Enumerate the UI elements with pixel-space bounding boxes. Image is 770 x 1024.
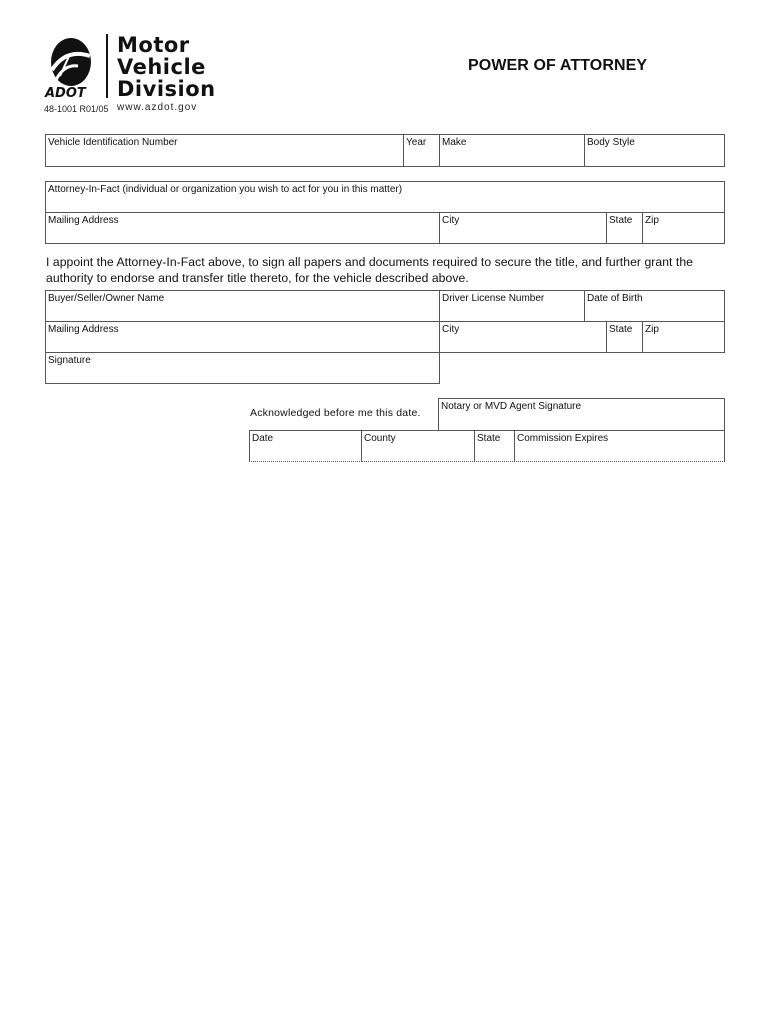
date-of-birth-field[interactable] xyxy=(584,290,725,322)
owner-name-label: Buyer/Seller/Owner Name xyxy=(48,293,165,304)
notary-state-label: State xyxy=(477,433,501,444)
page-title: POWER OF ATTORNEY xyxy=(468,57,648,74)
notary-signature-field[interactable] xyxy=(438,398,725,431)
owner-mailing-label: Mailing Address xyxy=(48,324,119,335)
appointment-statement: I appoint the Attorney-In-Fact above, to sign all papers and documents required to secure the title, and further grant the authority to endorse and transfer title thereto, for the vehicle described above. xyxy=(46,255,694,285)
owner-name-field[interactable] xyxy=(45,290,440,322)
notary-date-field[interactable] xyxy=(249,430,362,462)
body-style-field[interactable] xyxy=(584,134,725,167)
logo-line-division: Division xyxy=(117,77,216,101)
notary-county-label: County xyxy=(364,433,396,444)
notary-county-field[interactable] xyxy=(361,430,475,462)
owner-signature-label: Signature xyxy=(48,355,91,366)
owner-state-label: State xyxy=(609,324,633,335)
attorney-name-label: Attorney-In-Fact (individual or organization you wish to act for you in this matter) xyxy=(48,184,403,195)
attorney-mailing-field[interactable] xyxy=(45,212,440,244)
make-field[interactable] xyxy=(439,134,585,167)
owner-state-field[interactable] xyxy=(606,321,643,353)
vin-field[interactable] xyxy=(45,134,404,167)
notary-signature-label: Notary or MVD Agent Signature xyxy=(441,401,582,412)
body-style-label: Body Style xyxy=(587,137,635,148)
date-of-birth-label: Date of Birth xyxy=(587,293,643,304)
adot-wordmark: ADOT xyxy=(45,86,86,100)
logo-line-vehicle: Vehicle xyxy=(117,55,206,79)
owner-zip-field[interactable] xyxy=(642,321,725,353)
notary-date-label: Date xyxy=(252,433,274,444)
attorney-name-field[interactable] xyxy=(45,181,725,213)
acknowledged-text: Acknowledged before me this date. xyxy=(250,407,421,419)
attorney-state-label: State xyxy=(609,215,633,226)
notary-state-field[interactable] xyxy=(474,430,515,462)
logo-line-motor: Motor xyxy=(117,33,190,57)
attorney-zip-label: Zip xyxy=(645,215,659,226)
owner-zip-label: Zip xyxy=(645,324,659,335)
year-field[interactable] xyxy=(403,134,440,167)
commission-expires-field[interactable] xyxy=(514,430,725,462)
driver-license-field[interactable] xyxy=(439,290,585,322)
form-number: 48-1001 R01/05 xyxy=(44,104,109,114)
website: www.azdot.gov xyxy=(117,102,198,113)
driver-license-label: Driver License Number xyxy=(442,293,545,304)
attorney-city-field[interactable] xyxy=(439,212,607,244)
attorney-city-label: City xyxy=(442,215,460,226)
attorney-mailing-label: Mailing Address xyxy=(48,215,119,226)
attorney-zip-field[interactable] xyxy=(642,212,725,244)
logo-divider xyxy=(106,34,108,98)
year-label: Year xyxy=(406,137,427,148)
attorney-state-field[interactable] xyxy=(606,212,643,244)
owner-city-field[interactable] xyxy=(439,321,607,353)
owner-city-label: City xyxy=(442,324,460,335)
commission-expires-label: Commission Expires xyxy=(517,433,609,444)
owner-mailing-field[interactable] xyxy=(45,321,440,353)
make-label: Make xyxy=(442,137,467,148)
vin-label: Vehicle Identification Number xyxy=(48,137,178,148)
owner-signature-field[interactable] xyxy=(45,352,440,384)
adot-logo xyxy=(44,36,102,100)
